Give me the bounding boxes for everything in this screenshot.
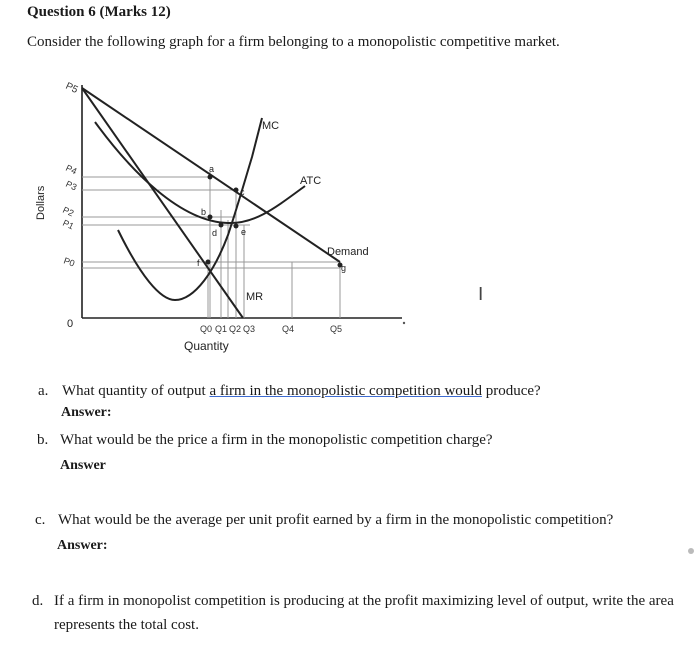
part-c-marker: c. [35,512,46,528]
part-a-marker: a. [38,383,49,399]
part-d-marker: d. [32,593,44,609]
text-cursor-icon: I [478,284,484,305]
part-a-linked-text[interactable]: a firm in the monopolistic competition would [209,383,482,399]
point-f [206,260,211,265]
quantity-label-q5: Q5 [330,324,343,334]
mr-label: MR [246,291,264,303]
part-b-marker: b. [37,432,49,448]
point-c [234,188,239,193]
quantity-label-q2: Q2 [229,324,242,334]
quantity-label-q3: Q3 [243,324,256,334]
part-a-answer-label: Answer: [61,405,112,420]
point-label-d: d [212,228,218,238]
question-intro: Consider the following graph for a firm belonging to a monopolistic competitive market. [27,34,560,50]
part-c-question: What would be the average per unit profit earned by a firm in the monopolistic competition? [58,512,614,528]
price-label-p2: P2 [61,204,76,219]
part-d-question-line1: If a firm in monopolist competition is producing at the profit maximizing level of output, write the area [54,593,674,609]
stray-mark [403,322,405,324]
part-c-answer-label: Answer: [57,538,108,553]
x-axis-label: Quantity [184,339,229,353]
part-a-prefix: What quantity of output [62,383,210,399]
origin-label: 0 [67,318,74,330]
point-label-b: b [201,207,207,217]
atc-label: ATC [300,175,322,187]
price-label-p4: P4 [64,162,79,177]
price-label-p1: P1 [61,217,76,232]
point-label-e: e [241,227,247,237]
mr-curve [82,88,243,318]
atc-curve [95,122,305,223]
point-label-a: a [209,164,215,174]
price-label-p5: P5 [63,80,80,96]
quantity-label-q1: Q1 [215,324,228,334]
part-d-question-line2: represents the total cost. [54,617,199,633]
part-b-answer-label: Answer [60,458,106,473]
demand-label: Demand [327,246,369,258]
decorative-dot [688,548,694,554]
part-a-suffix: produce? [481,383,541,399]
part-a-question [62,383,541,400]
price-label-p0: P0 [62,255,77,269]
point-e [234,224,239,229]
point-label-f: f [197,258,200,268]
quantity-label-q0: Q0 [200,324,213,334]
question-title: Question 6 (Marks 12) [27,4,171,20]
price-label-p3: P3 [64,178,79,193]
part-b-question: What would be the price a firm in the monopolistic competition charge? [60,432,493,448]
mc-curve [118,118,262,300]
y-axis-label: Dollars [35,185,47,220]
point-label-g: g [341,263,347,273]
quantity-label-q4: Q4 [282,324,295,334]
mc-label: MC [262,120,280,132]
point-b [208,215,213,220]
point-d [219,223,224,228]
point-label-c: c [240,187,245,197]
point-a [208,175,213,180]
